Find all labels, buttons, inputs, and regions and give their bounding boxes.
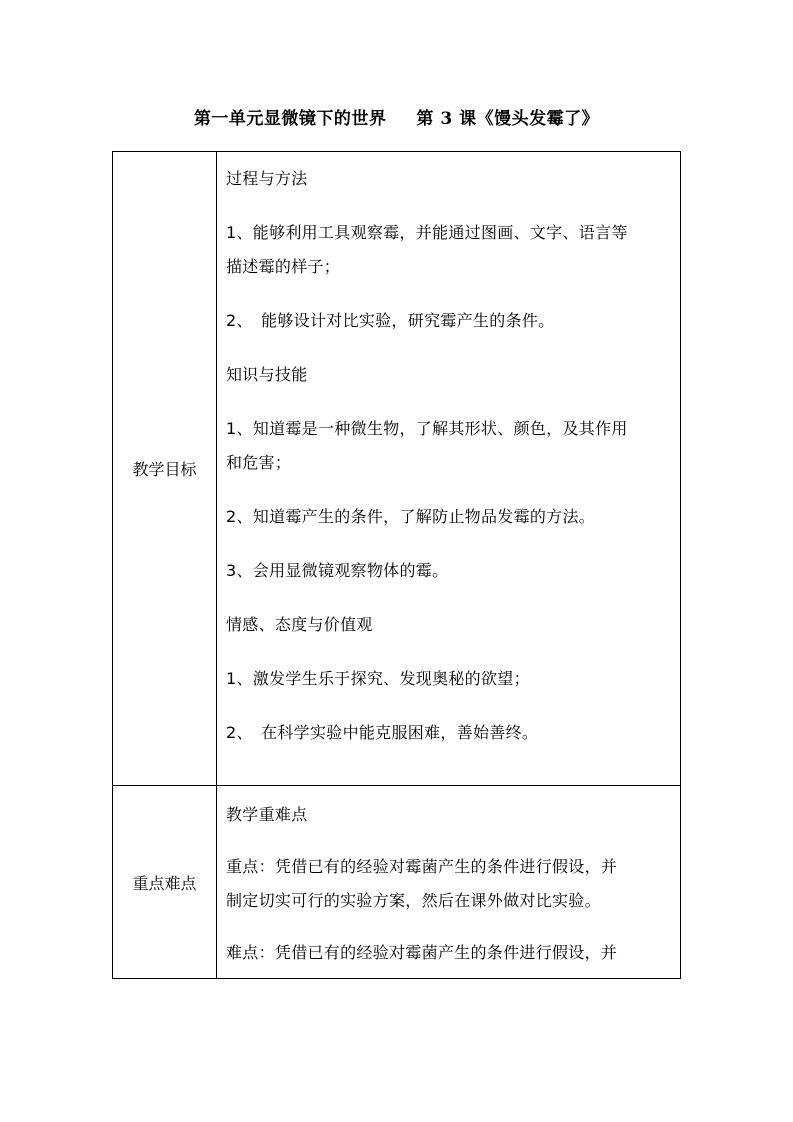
goal-line: 1、激发学生乐于探究、发现奥秘的欲望； [226,669,530,688]
table-row-teaching-goals [113,152,680,785]
lesson-title: 第 3 课《馒头发霉了》 [416,109,600,129]
goal-line: 2、知道霉产生的条件，了解防止物品发霉的方法。 [226,507,596,526]
key-point-line: 重点：凭借已有的经验对霉菌产生的条件进行假设，并 [226,857,618,876]
row-label-key-points: 重点难点 [113,786,217,978]
section-heading-process-method: 过程与方法 [226,169,308,188]
goal-line: 1、能够利用工具观察霉，并能通过图画、文字、语言等 [226,223,628,242]
goal-line: 和危害； [226,453,292,472]
section-heading-attitude-values: 情感、态度与价值观 [226,615,373,634]
teaching-goals-content [217,152,680,785]
document-title [0,104,793,129]
goal-line: 描述霉的样子； [226,257,341,276]
goal-line: 2、 能够设计对比实验，研究霉产生的条件。 [226,311,555,330]
goal-line: 3、会用显微镜观察物体的霉。 [226,561,449,580]
table-row-key-points [113,785,680,978]
goal-line: 1、知道霉是一种微生物，了解其形状、颜色，及其作用 [226,419,628,438]
section-heading-knowledge-skills: 知识与技能 [226,365,308,384]
unit-title: 第一单元显微镜下的世界 [193,109,387,129]
goal-line: 2、 在科学实验中能克服困难，善始善终。 [226,723,539,742]
row-label-teaching-goals: 教学目标 [113,152,217,785]
key-point-line: 制定切实可行的实验方案，然后在课外做对比实验。 [226,891,601,910]
section-heading-key-difficult: 教学重难点 [226,805,308,824]
lesson-plan-table [112,151,681,979]
difficult-point-line: 难点：凭借已有的经验对霉菌产生的条件进行假设，并 [226,943,618,962]
key-points-content [217,786,680,978]
